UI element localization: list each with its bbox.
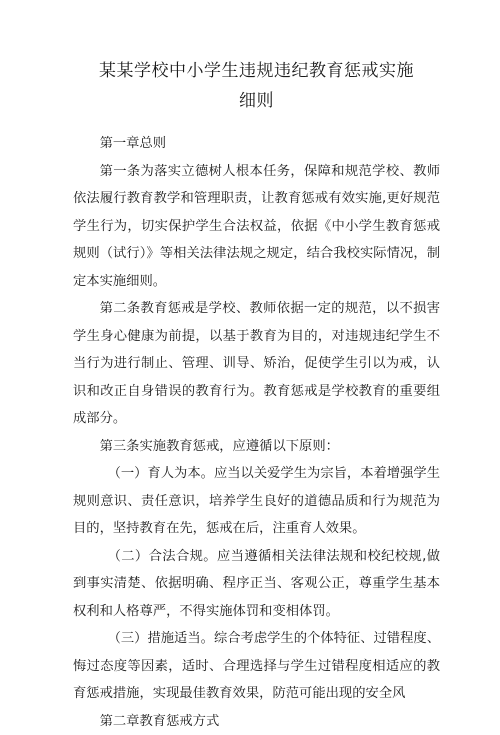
article-2: 第二条教育惩戒是学校、教师依据一定的规范，以不损害学生身心健康为前提，以基于教育为目的，对违规违纪学生不当行为进行制止、管理、训导、矫治，促使学生引以为戒，认识和改正自身错误的教育行为。教育惩戒是学校教育的重要组成部分。 [73, 295, 440, 433]
principle-2: （二）合法合规。应当遵循相关法律法规和校纪校规,做到事实清楚、依据明确、程序正当、客观公正，尊重学生基本权利和人格尊严，不得实施体罚和变相体罚。 [73, 543, 440, 626]
chapter2-heading: 第二章教育惩戒方式 [73, 708, 440, 735]
article-1: 第一条为落实立德树人根本任务，保障和规范学校、教师依法履行教育教学和管理职责，让教育惩戒有效实施,更好规范学生行为，切实保护学生合法权益，依据《中小学生教育惩戒规则（试行）》等相关法律法规之规定，结合我校实际情况，制定本实施细则。 [73, 158, 440, 296]
chapter1-heading: 第一章总则 [73, 130, 440, 158]
document-body [73, 130, 440, 735]
document-title-line1: 某某学校中小学生违规违纪教育惩戒实施 [73, 0, 440, 86]
principle-1: （一）育人为本。应当以关爱学生为宗旨，本着增强学生规则意识、责任意识，培养学生良好的道德品质和行为规范为目的，坚持教育在先，惩戒在后，注重育人效果。 [73, 460, 440, 543]
document-title-line2: 细则 [73, 86, 440, 116]
principle-3: （三）措施适当。综合考虑学生的个体特征、过错程度、悔过态度等因素，适时、合理选择与学生过错程度相适应的教育惩戒措施，实现最佳教育效果，防范可能出现的安全风 [73, 625, 440, 708]
article-3: 第三条实施教育惩戒，应遵循以下原则： [73, 433, 440, 461]
